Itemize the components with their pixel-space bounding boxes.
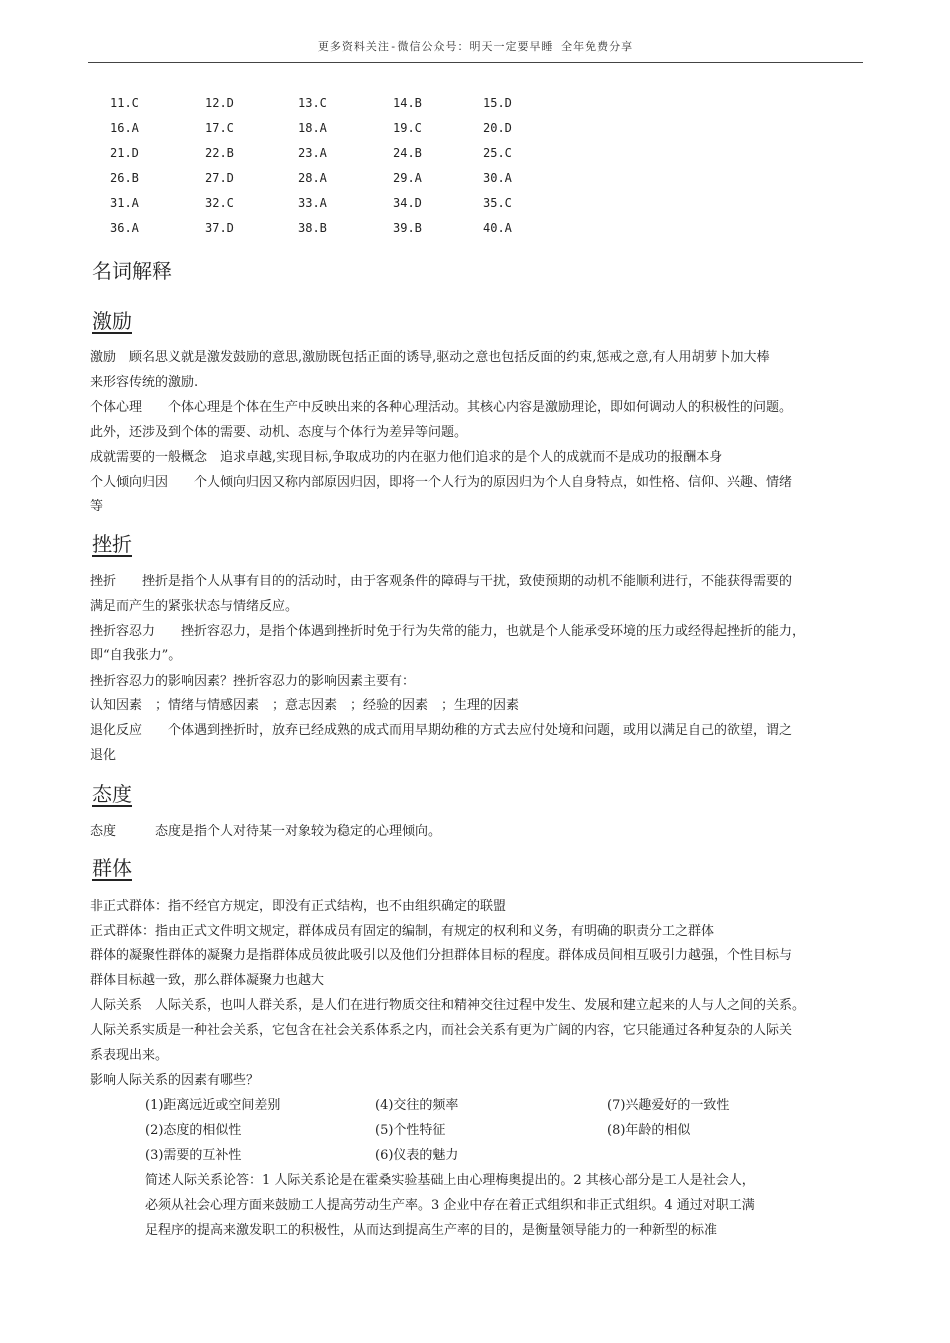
paragraph-line: 个人倾向归因 个人倾向归因又称内部原因归因，即将一个人行为的原因归为个人自身特点，如性格、信仰、兴趣、情绪 bbox=[90, 475, 793, 490]
answer-item: 26.B bbox=[110, 171, 139, 185]
answer-item: 39.B bbox=[393, 221, 422, 235]
answer-item: 32.C bbox=[205, 196, 234, 210]
answer-item: 38.B bbox=[298, 221, 327, 235]
answer-item: 28.A bbox=[298, 171, 327, 185]
paragraph-line: 群体的凝聚性群体的凝聚力是指群体成员彼此吸引以及他们分担群体目标的程度。群体成员间相互吸引力越强，个性目标与 bbox=[90, 948, 793, 963]
paragraph-line: 挫折容忍力 挫折容忍力，是指个体遇到挫折时免于行为失常的能力，也就是个人能承受环境的压力或经得起挫折的能力， bbox=[90, 624, 806, 639]
paragraph-line: 此外，还涉及到个体的需要、动机、态度与个体行为差异等问题。 bbox=[90, 425, 468, 440]
paragraph-line: 挫折容忍力的影响因素？挫折容忍力的影响因素主要有： bbox=[90, 674, 416, 689]
answer-item: 30.A bbox=[483, 171, 512, 185]
paragraph-line: 来形容传统的激励. bbox=[90, 375, 199, 390]
paragraph-line: 必须从社会心理方面来鼓励工人提高劳动生产率。3 企业中存在着正式组织和非正式组织。4 通过对职工满 bbox=[145, 1198, 755, 1213]
section-title-attitude: 态度 bbox=[92, 782, 132, 806]
factor-item: (7)兴趣爱好的一致性 bbox=[607, 1098, 730, 1113]
paragraph-line: 态度 态度是指个人对待某一对象较为稳定的心理倾向。 bbox=[90, 824, 442, 839]
answer-item: 22.B bbox=[205, 146, 234, 160]
paragraph-line: 即“自我张力”。 bbox=[90, 648, 182, 663]
factor-item: (2)态度的相似性 bbox=[145, 1123, 242, 1138]
paragraph-line: 系表现出来。 bbox=[90, 1048, 169, 1063]
page-header: 更多资料关注-微信公众号：明天一定要早睡 全年免费分享 bbox=[317, 40, 634, 53]
answer-item: 16.A bbox=[110, 121, 139, 135]
answer-item: 13.C bbox=[298, 96, 327, 110]
answer-item: 36.A bbox=[110, 221, 139, 235]
answer-item: 24.B bbox=[393, 146, 422, 160]
answer-item: 27.D bbox=[205, 171, 234, 185]
answer-item: 35.C bbox=[483, 196, 512, 210]
answer-item: 37.D bbox=[205, 221, 234, 235]
paragraph-line: 人际关系实质是一种社会关系，它包含在社会关系体系之内，而社会关系有更为广阔的内容，它只能通过各种复杂的人际关 bbox=[90, 1023, 793, 1038]
paragraph-line: 个体心理 个体心理是个体在生产中反映出来的各种心理活动。其核心内容是激励理论，即如何调动人的积极性的问题。 bbox=[90, 400, 793, 415]
answer-item: 19.C bbox=[393, 121, 422, 135]
answer-item: 14.B bbox=[393, 96, 422, 110]
answer-item: 15.D bbox=[483, 96, 512, 110]
factor-item: (3)需要的互补性 bbox=[145, 1148, 242, 1163]
answer-item: 12.D bbox=[205, 96, 234, 110]
answer-item: 17.C bbox=[205, 121, 234, 135]
paragraph-line: 认知因素 ；情绪与情感因素 ；意志因素 ；经验的因素 ；生理的因素 bbox=[90, 698, 520, 713]
section-title-group: 群体 bbox=[92, 856, 132, 880]
paragraph-line: 退化反应 个体遇到挫折时，放弃已经成熟的成式而用早期幼稚的方式去应付处境和问题，或用以满足自己的欲望，谓之 bbox=[90, 723, 793, 738]
paragraph-line: 影响人际关系的因素有哪些？ bbox=[90, 1073, 260, 1088]
answer-item: 29.A bbox=[393, 171, 422, 185]
factor-item: (5)个性特征 bbox=[375, 1123, 446, 1138]
paragraph-line: 等 bbox=[90, 499, 104, 514]
paragraph-line: 足程序的提高来激发职工的积极性，从而达到提高生产率的目的，是衡量领导能力的一种新型的标准 bbox=[145, 1223, 718, 1238]
paragraph-line: 成就需要的一般概念 追求卓越,实现目标,争取成功的内在驱力他们追求的是个人的成就而不是成功的报酬本身 bbox=[90, 450, 723, 465]
glossary-heading: 名词解释 bbox=[92, 259, 172, 283]
factor-item: (1)距离远近或空间差别 bbox=[145, 1098, 281, 1113]
section-title-frustration: 挫折 bbox=[92, 532, 132, 556]
factor-item: (4)交往的频率 bbox=[375, 1098, 459, 1113]
answer-item: 25.C bbox=[483, 146, 512, 160]
paragraph-line: 挫折 挫折是指个人从事有目的的活动时，由于客观条件的障碍与干扰，致使预期的动机不能顺利进行，不能获得需要的 bbox=[90, 574, 793, 589]
paragraph-line: 满足而产生的紧张状态与情绪反应。 bbox=[90, 599, 299, 614]
paragraph-line: 简述人际关系论答：1 人际关系论是在霍桑实验基础上由心理梅奥提出的。2 其核心部分是工人是社会人， bbox=[145, 1173, 755, 1188]
answer-item: 18.A bbox=[298, 121, 327, 135]
answer-item: 31.A bbox=[110, 196, 139, 210]
answer-item: 23.A bbox=[298, 146, 327, 160]
paragraph-line: 退化 bbox=[90, 748, 117, 763]
answer-item: 40.A bbox=[483, 221, 512, 235]
paragraph-line: 群体目标越一致，那么群体凝聚力也越大 bbox=[90, 973, 325, 988]
paragraph-line: 激励 顾名思义就是激发鼓励的意思,激励既包括正面的诱导,驱动之意也包括反面的约束,惩戒之意,有人用胡萝卜加大棒 bbox=[90, 350, 770, 365]
paragraph-line: 非正式群体：指不经官方规定，即没有正式结构，也不由组织确定的联盟 bbox=[90, 899, 507, 914]
answer-item: 20.D bbox=[483, 121, 512, 135]
header-divider bbox=[88, 62, 863, 63]
section-title-motivation: 激励 bbox=[92, 309, 132, 333]
answer-item: 33.A bbox=[298, 196, 327, 210]
factor-item: (6)仪表的魅力 bbox=[375, 1148, 459, 1163]
paragraph-line: 正式群体：指由正式文件明文规定，群体成员有固定的编制，有规定的权利和义务，有明确的职责分工之群体 bbox=[90, 924, 715, 939]
answer-item: 21.D bbox=[110, 146, 139, 160]
answer-item: 11.C bbox=[110, 96, 139, 110]
paragraph-line: 人际关系 人际关系，也叫人群关系，是人们在进行物质交往和精神交往过程中发生、发展和建立起来的人与人之间的关系。 bbox=[90, 998, 806, 1013]
answer-item: 34.D bbox=[393, 196, 422, 210]
factor-item: (8)年龄的相似 bbox=[607, 1123, 691, 1138]
